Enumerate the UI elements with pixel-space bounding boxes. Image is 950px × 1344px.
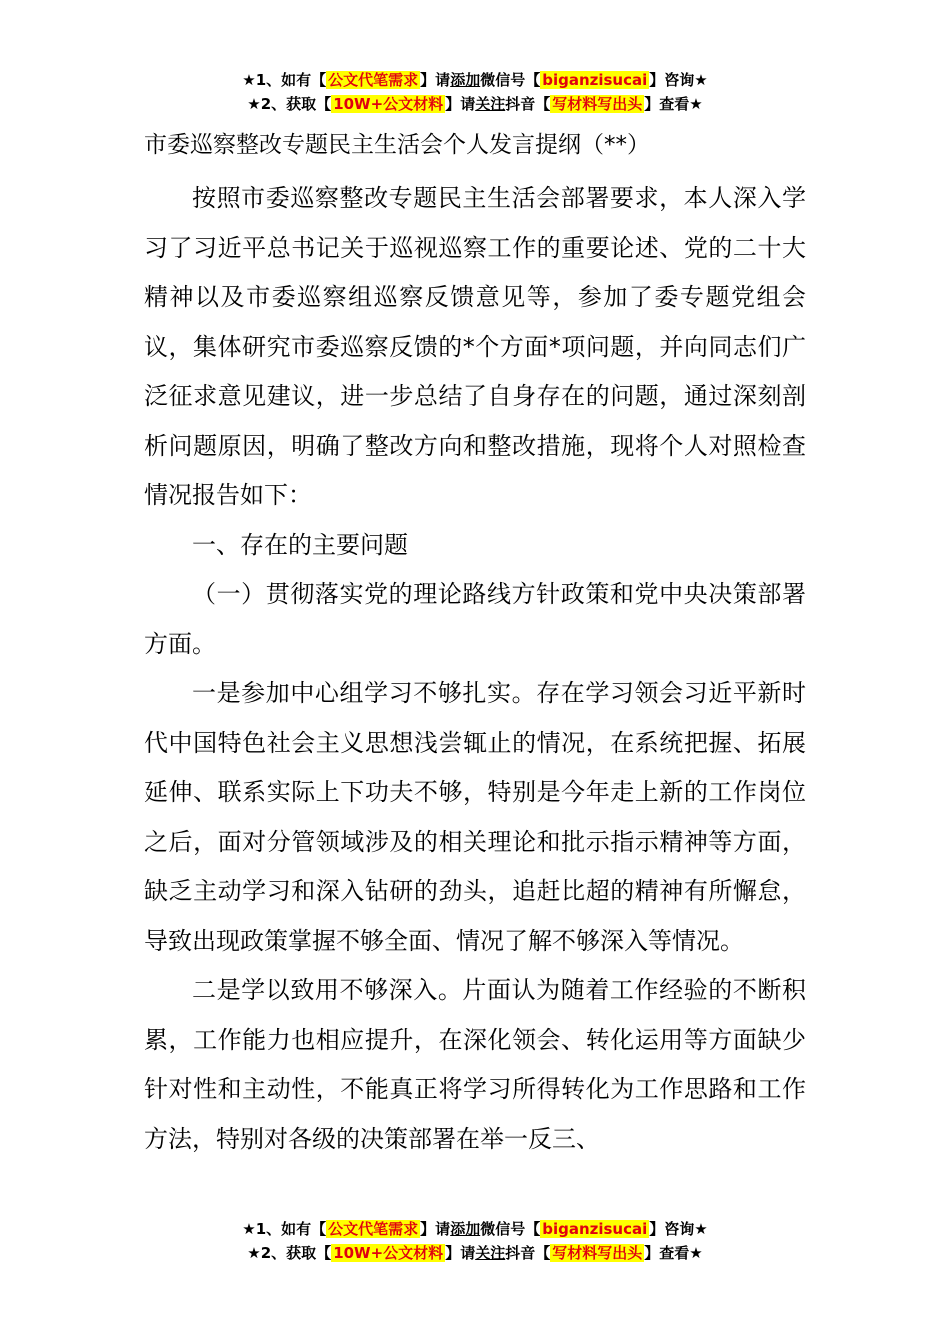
- star-icon: ★: [247, 95, 261, 113]
- footer-promo-banner: [0, 1217, 950, 1265]
- section-heading-1: 一、存在的主要问题: [192, 530, 408, 559]
- promo-line-1: ★1、如有【 公文代笔需求 】请添加微信号【 biganzisucai 】咨询★: [242, 71, 708, 89]
- paragraph-point-2: 二是学以致用不够深入。片面认为随着工作经验的不断积累，工作能力也相应提升，在深化领会、转化运用等方面缺少针对性和主动性，不能真正将学习所得转化为工作思路和工作方法，特别对各级的决策部署在举一反三、: [144, 976, 806, 1153]
- promo-highlight-materials: 10W+公文材料: [333, 95, 444, 113]
- star-icon: ★: [247, 1244, 261, 1262]
- star-icon: ★: [242, 71, 256, 89]
- promo-highlight-service: 公文代笔需求: [328, 1220, 419, 1238]
- promo-line-2: ★2、获取【 10W+公文材料 】请关注抖音【 写材料写出头 】查看★: [247, 95, 703, 113]
- promo-highlight-wechat-id: biganzisucai: [542, 1220, 648, 1238]
- paragraph-point-1: 一是参加中心组学习不够扎实。存在学习领会习近平新时代中国特色社会主义思想浅尝辄止的情况，在系统把握、拓展延伸、联系实际上下功夫不够，特别是今年走上新的工作岗位之后，面对分管领域涉及的相关理论和批示指示精神等方面，缺乏主动学习和深入钻研的劲头，追赶比超的精神有所懈怠，导致出现政策掌握不够全面、情况了解不够深入等情况。: [144, 679, 806, 955]
- promo-line-1: ★1、如有【 公文代笔需求 】请添加微信号【 biganzisucai 】咨询★: [242, 1220, 708, 1238]
- paragraph-intro: 按照市委巡察整改专题民主生活会部署要求，本人深入学习了习近平总书记关于巡视巡察工作的重要论述、党的二十大精神以及市委巡察组巡察反馈意见等，参加了委专题党组会议，集体研究市委巡察反馈的*个方面*项问题，并向同志们广泛征求意见建议，进一步总结了自身存在的问题，通过深刻剖析问题原因，明确了整改方向和整改措施，现将个人对照检查情况报告如下：: [144, 184, 806, 509]
- promo-highlight-materials: 10W+公文材料: [333, 1244, 444, 1262]
- promo-line-2: ★2、获取【 10W+公文材料 】请关注抖音【 写材料写出头 】查看★: [247, 1244, 703, 1262]
- promo-highlight-douyin: 写材料写出头: [552, 1244, 643, 1262]
- promo-highlight-service: 公文代笔需求: [328, 71, 419, 89]
- subsection-heading-1: （一）贯彻落实党的理论路线方针政策和党中央决策部署方面。: [144, 580, 806, 658]
- document-body: [144, 124, 806, 1164]
- header-promo-banner: [0, 68, 950, 116]
- document-title: 市委巡察整改专题民主生活会个人发言提纲（**）: [144, 132, 650, 158]
- star-icon: ★: [242, 1220, 256, 1238]
- promo-highlight-douyin: 写材料写出头: [552, 95, 643, 113]
- promo-highlight-wechat-id: biganzisucai: [542, 71, 648, 89]
